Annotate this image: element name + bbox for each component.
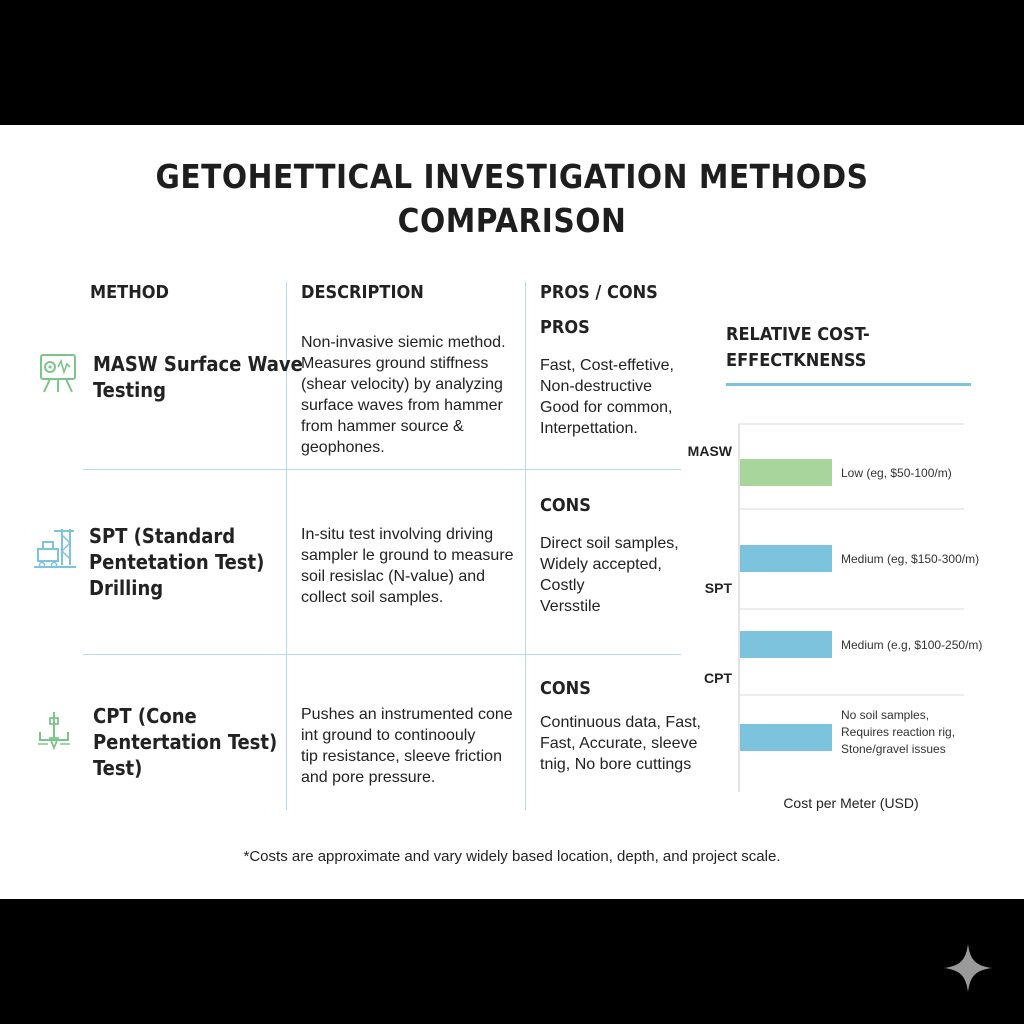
chart-data-label: Requires reaction rig, [841, 725, 956, 739]
method-name-spt: SPT (Standard Pentetation Test) Drilling [89, 524, 265, 600]
title-line-2: COMPARISON [397, 201, 627, 240]
cone-penetrometer-icon [36, 710, 72, 752]
description-masw: Non-invasive siemic method. Measures ground stiffness (shear velocity) by analyzing surface waves from hammer from hammer source & geophones. [301, 334, 506, 456]
pros-list-masw: Fast, Cost-effetive, Non-destructive Good for common, Interpettation. [540, 357, 674, 437]
cost-chart [680, 410, 1000, 820]
seismograph-icon [38, 352, 80, 396]
chart-data-label: No soil samples, [841, 708, 930, 722]
footnote: *Costs are approximate and vary widely based location, depth, and project scale. [243, 848, 781, 865]
column-divider [525, 282, 526, 810]
title-line-1: GETOHETTICAL INVESTIGATION METHODS [155, 157, 869, 196]
chart-title-underline [726, 383, 971, 386]
chart-data-label: Medium (e.g, $100-250/m) [841, 638, 983, 652]
header-description: DESCRIPTION [301, 282, 424, 303]
row-divider [83, 654, 681, 655]
description-cpt: Pushes an instrumented cone int ground to continoouly tip resistance, sleeve friction and pore pressure. [301, 706, 513, 786]
cons-label: CONS [540, 495, 591, 516]
header-method: METHOD [90, 282, 169, 303]
cons-label: CONS [540, 678, 591, 699]
chart-bar [740, 631, 832, 658]
chart-title: RELATIVE COST- EFFECTKNENSS [726, 324, 870, 371]
row-divider [83, 469, 681, 470]
chart-category-label: CPT [704, 670, 732, 686]
chart-bar [740, 724, 832, 751]
chart-data-label: Low (eg, $50-100/m) [841, 466, 952, 480]
chart-bar [740, 459, 832, 486]
chart-data-label: Medium (eg, $150-300/m) [841, 552, 980, 566]
chart-data-label: Stone/gravel issues [841, 742, 946, 756]
description-spt: In-situ test involving driving sampler le ground to measure soil resislac (N-value) and collect soil samples. [301, 526, 514, 606]
method-name-masw: MASW Surface Wave Testing [93, 352, 303, 402]
page-title [0, 155, 1024, 243]
chart-category-label: SPT [704, 580, 732, 596]
cons-list-cpt: Continuous data, Fast, Fast, Accurate, sleeve tnig, No bore cuttings [540, 714, 701, 773]
method-name-cpt: CPT (Cone Pentertation Test) Test) [93, 704, 278, 780]
pros-label: PROS [540, 317, 590, 338]
chart-category-label: MASW [687, 443, 732, 459]
header-pros-cons: PROS / CONS [540, 282, 658, 303]
chart-x-axis-label: Cost per Meter (USD) [783, 795, 919, 811]
cons-list-spt: Direct soil samples, Widely accepted, Costly Versstile [540, 535, 679, 615]
drilling-rig-icon [32, 525, 78, 573]
sparkle-icon [942, 942, 994, 994]
chart-bar [740, 545, 832, 572]
